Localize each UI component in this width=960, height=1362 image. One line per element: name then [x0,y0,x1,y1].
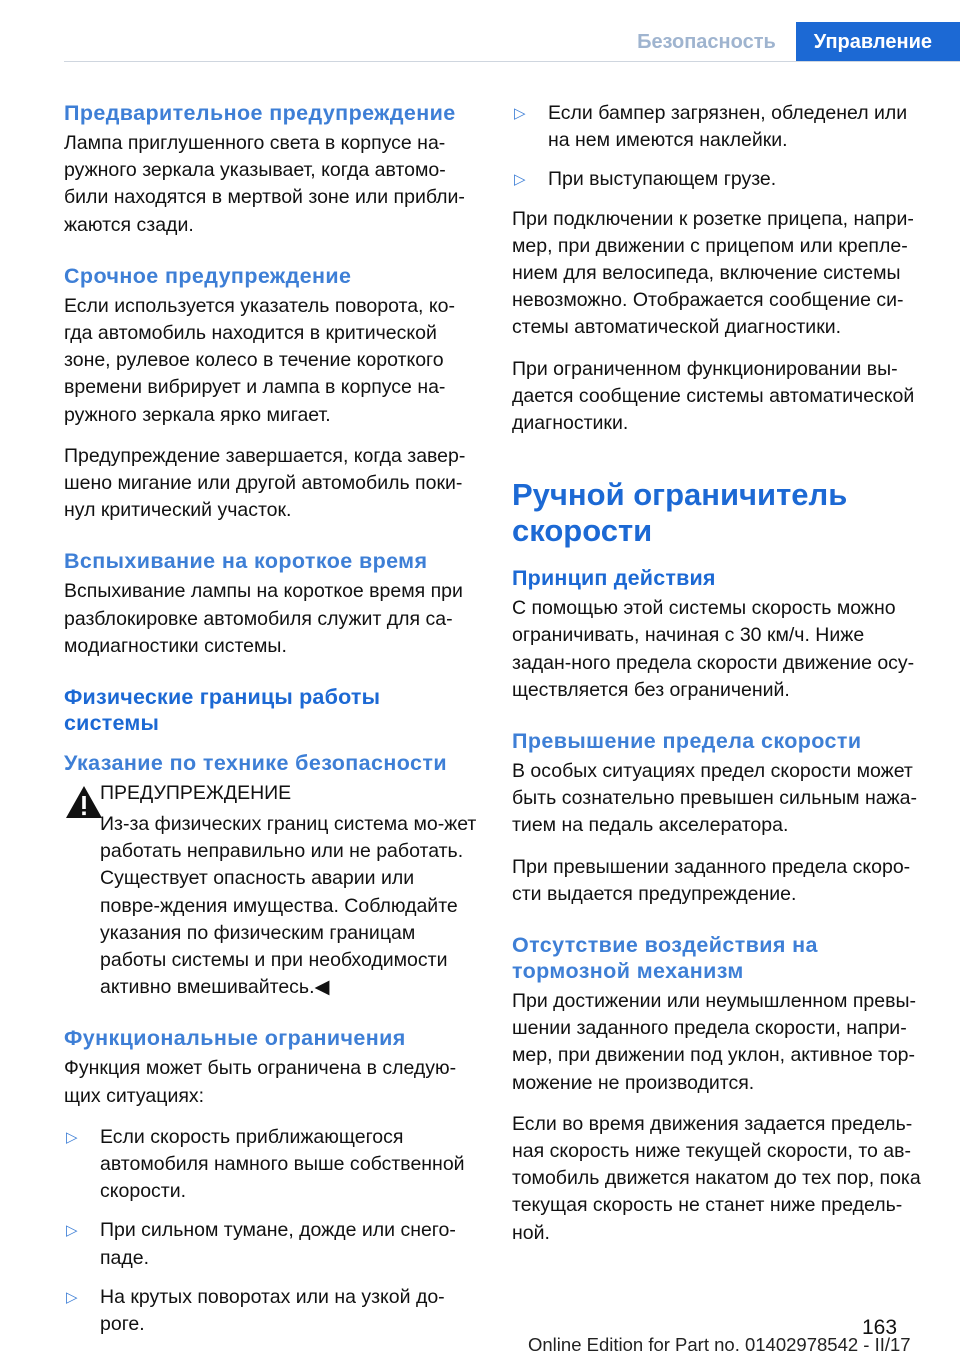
left-column [64,100,478,1350]
section-title-principle: Принцип действия [512,566,716,591]
header-divider [64,61,960,62]
tab-safety[interactable]: Безопасность [637,31,776,53]
paragraph: С помощью этой системы скорость можно ограничивать, начиная с 30 км/ч. Ниже задан-ного предела скорости движение осу-ществляется без ограничений. [512,597,915,701]
paragraph: Лампа приглушенного света в корпусе на-ружного зеркала указывает, когда автомо-били находятся в мертвой зоне или прибли-жаются сзади. [64,132,465,236]
paragraph: Функция может быть ограничена в следую-щих ситуациях: [64,1057,457,1107]
paragraph: Если во время движения задается предель-ная скорость ниже текущей скорости, то ав-томобиль движется накатом до тех пор, пока текущая скорость не станет ниже предель-ной. [512,1112,921,1244]
section-title-system-limits: Физические границы работы системы [64,685,381,736]
right-column [512,100,926,1261]
warning-block [64,780,478,1001]
warning-title: ПРЕДУПРЕЖДЕНИЕ [100,782,292,805]
paragraph: При ограниченном функционировании вы-дается сообщение системы автоматической диагностики. [512,357,915,435]
list-item: ▷ При выступающем грузе. [512,166,926,193]
warning-body: Из-за физических границ система мо-жет работать неправильно или не работать. Существует опасность аварии или повре-ждения имущества. Соблюдайте указания по физическим границам работы системы и при необходимости активно вмешивайтесь.◀ [100,813,477,999]
page-number: 163 [862,1316,898,1339]
triangle-right-bullet-icon: ▷ [514,171,526,189]
triangle-right-bullet-icon: ▷ [66,1222,78,1240]
header-tabs [617,22,960,62]
paragraph: Вспыхивание лампы на короткое время при разблокировке автомобиля служит для са-модиагностики системы. [64,580,463,657]
tab-controls[interactable]: Управление [796,22,960,62]
paragraph: При подключении к розетке прицепа, напри-мер, при движении с прицепом или крепле-нием для велосипеда, включение системы невозможно. Отображается сообщение си-стемы автоматической диагностики. [512,207,914,339]
paragraph: При достижении или неумышленном превы-шении заданного предела скорости, напри-мер, при движении под уклон, активное тор-можение не производится. [512,990,916,1094]
list-item: ▷ На крутых поворотах или на узкой до-роге. [66,1285,445,1336]
section-title-brief-flash: Вспыхивание на короткое время [64,549,428,574]
section-title-urgent-warning: Срочное предупреждение [64,263,352,288]
paragraph: Предупреждение завершается, когда завер-шено мигание или другой автомобиль поки-нул критический участок. [64,444,466,522]
paragraph: Если используется указатель поворота, ко-гда автомобиль находится в критической зоне, рулевое колесо в течение короткого времени вибрирует и лампа в корпусе на-ружного зеркала ярко мигает. [64,294,455,426]
paragraph: В особых ситуациях предел скорости может быть сознательно превышен сильным нажа-тием на педаль акселератора. [512,760,917,837]
paragraph: При превышении заданного предела скоро-сти выдается предупреждение. [512,855,911,905]
list-item: ▷ Если скорость приближающегося автомобиля намного выше собственной скорости. [66,1125,465,1203]
section-title-functional-limits: Функциональные ограничения [64,1026,406,1051]
section-title-safety-note: Указание по технике безопасности [64,751,447,776]
section-title-no-braking: Отсутствие воздействия на тормозной механизм [512,933,818,984]
section-title-early-warning: Предварительное предупреждение [64,101,456,125]
triangle-right-bullet-icon: ▷ [66,1128,78,1146]
list-item: ▷ Если бампер загрязнен, обледенел или на нем имеются наклейки. [514,102,908,152]
chapter-title: Ручной ограничитель скорости [512,477,848,549]
footer-edition: Online Edition for Part no. 01402978542 - II/17 [528,1334,911,1355]
warning-triangle-icon [64,784,104,820]
triangle-right-bullet-icon: ▷ [66,1288,78,1306]
section-title-exceeding-limit: Превышение предела скорости [512,729,862,754]
list-item: ▷ При сильном тумане, дожде или снего-паде. [66,1219,456,1269]
triangle-right-bullet-icon: ▷ [514,105,526,122]
